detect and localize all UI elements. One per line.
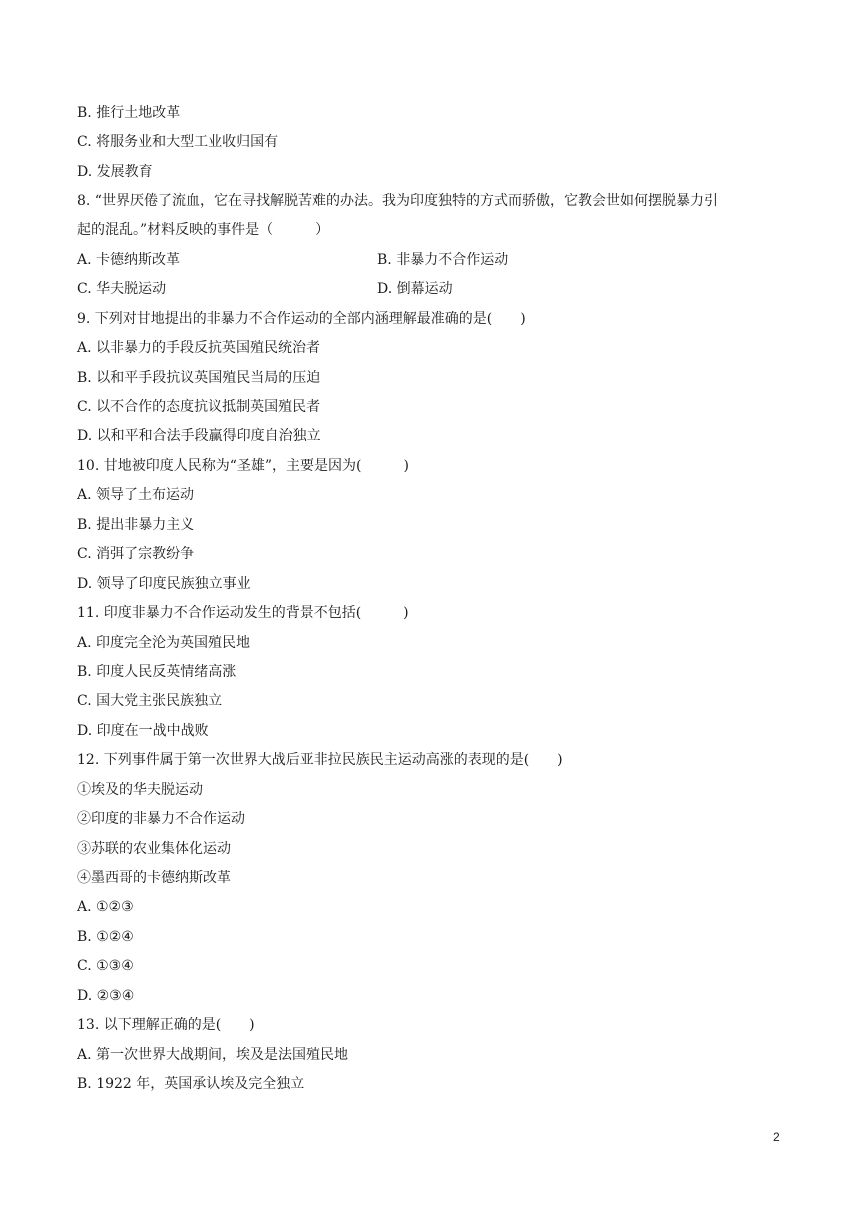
q8-option-d: D. 倒幕运动 (377, 281, 453, 297)
q8-stem-line1: 8. “世界厌倦了流血，它在寻找解脱苦难的办法。我为印度独特的方式而骄傲，它教会世如何摆脱暴力引 (77, 193, 718, 209)
q13-option-a: A. 第一次世界大战期间，埃及是法国殖民地 (77, 1047, 349, 1063)
q13-stem: 13. 以下理解正确的是( ) (77, 1017, 255, 1033)
q10-option-d: D. 领导了印度民族独立事业 (77, 576, 251, 592)
q10-stem: 10. 甘地被印度人民称为“圣雄”，主要是因为( ) (77, 458, 409, 474)
page-number: 2 (773, 1130, 780, 1144)
q10-option-a: A. 领导了土布运动 (77, 487, 195, 503)
q12-item-1: ①埃及的华夫脱运动 (77, 782, 203, 798)
q12-stem: 12. 下列事件属于第一次世界大战后亚非拉民族民主运动高涨的表现的是( ) (77, 752, 563, 768)
q12-item-4: ④墨西哥的卡德纳斯改革 (77, 870, 231, 886)
q11-stem: 11. 印度非暴力不合作运动发生的背景不包括( ) (77, 605, 409, 621)
q13-option-b: B. 1922 年，英国承认埃及完全独立 (77, 1076, 305, 1092)
q8-option-b: B. 非暴力不合作运动 (377, 252, 509, 268)
q7-option-c: C. 将服务业和大型工业收归国有 (77, 134, 279, 150)
q7-option-d: D. 发展教育 (77, 164, 153, 180)
q11-option-b: B. 印度人民反英情绪高涨 (77, 664, 237, 680)
q9-option-b: B. 以和平手段抗议英国殖民当局的压迫 (77, 370, 321, 386)
q9-option-d: D. 以和平和合法手段赢得印度自治独立 (77, 428, 321, 444)
q11-option-a: A. 印度完全沦为英国殖民地 (77, 635, 251, 651)
q12-item-3: ③苏联的农业集体化运动 (77, 841, 231, 857)
q8-stem-line2: 起的混乱。”材料反映的事件是（ ） (77, 222, 330, 238)
q9-option-c: C. 以不合作的态度抗议抵制英国殖民者 (77, 399, 321, 415)
q11-option-d: D. 印度在一战中战败 (77, 723, 209, 739)
q7-option-b: B. 推行土地改革 (77, 105, 181, 121)
q11-option-c: C. 国大党主张民族独立 (77, 693, 223, 709)
q12-option-a: A. ①②③ (77, 899, 134, 915)
q10-option-b: B. 提出非暴力主义 (77, 517, 195, 533)
q10-option-c: C. 消弭了宗教纷争 (77, 546, 195, 562)
q12-option-d: D. ②③④ (77, 988, 135, 1004)
q8-option-c: C. 华夫脱运动 (77, 281, 167, 297)
q9-stem: 9. 下列对甘地提出的非暴力不合作运动的全部内涵理解最准确的是( ) (77, 311, 526, 327)
q12-item-2: ②印度的非暴力不合作运动 (77, 811, 245, 827)
q12-option-c: C. ①③④ (77, 958, 134, 974)
q12-option-b: B. ①②④ (77, 929, 134, 945)
q9-option-a: A. 以非暴力的手段反抗英国殖民统治者 (77, 340, 321, 356)
q8-option-a: A. 卡德纳斯改革 (77, 252, 181, 268)
